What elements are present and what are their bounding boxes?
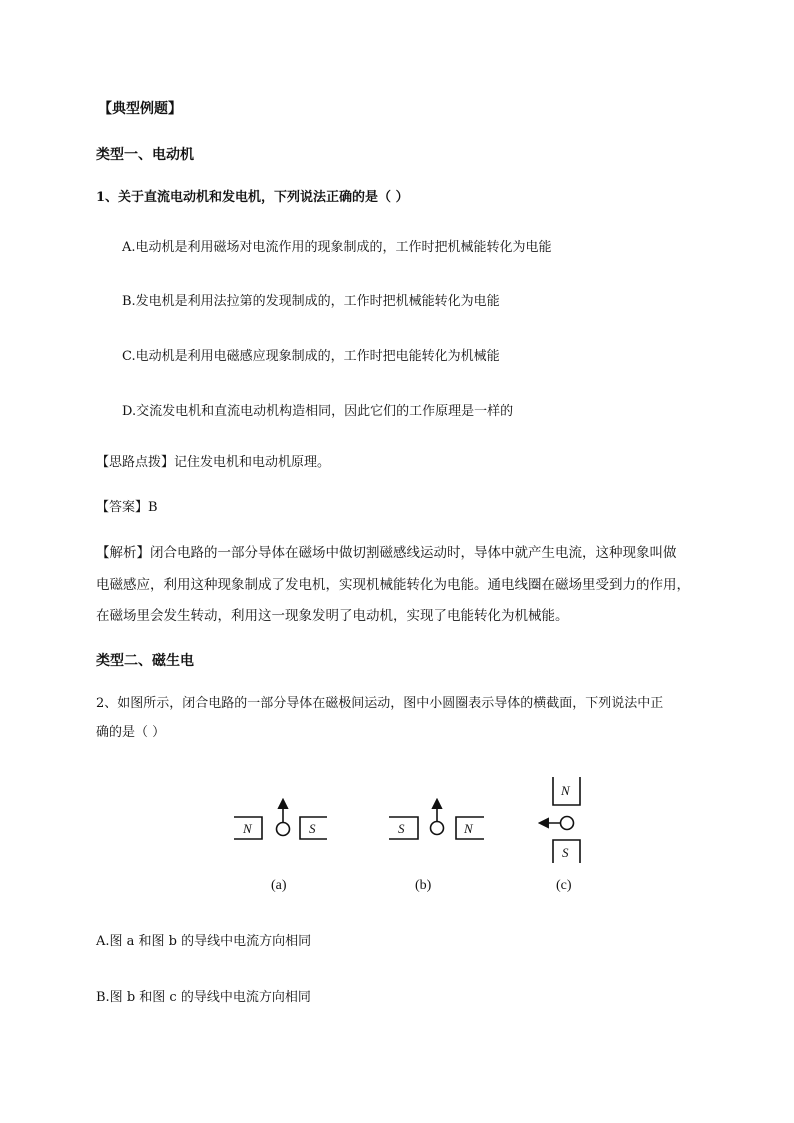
- pole-a-right: S: [309, 821, 316, 836]
- option-1a: A.电动机是利用磁场对电流作用的现象制成的，工作时把机械能转化为电能: [122, 240, 552, 255]
- conductor-c: [561, 817, 574, 830]
- option-2a: A.图 a 和图 b 的导线中电流方向相同: [96, 934, 312, 949]
- section-title: 【典型例题】: [98, 101, 182, 117]
- conductor-b: [431, 822, 444, 835]
- type1-heading: 类型一、电动机: [96, 147, 194, 163]
- option-1b: B.发电机是利用法拉第的发现制成的，工作时把机械能转化为电能: [122, 294, 500, 309]
- answer: 【答案】B: [96, 500, 158, 515]
- question-2-line-1: 2、如图所示，闭合电路的一部分导体在磁极间运动，图中小圆圈表示导体的横截面，下列说法中正: [96, 696, 664, 711]
- option-1c: C.电动机是利用电磁感应现象制成的，工作时把电能转化为机械能: [122, 349, 500, 364]
- caption-c: (c): [556, 878, 572, 893]
- type2-heading: 类型二、磁生电: [96, 653, 194, 669]
- pole-a-left: N: [243, 821, 252, 836]
- analysis-line-1: 【解析】闭合电路的一部分导体在磁场中做切割磁感线运动时，导体中就产生电流，这种现象叫做: [96, 545, 677, 561]
- question-2-line-2: 确的是（ ）: [96, 725, 166, 740]
- pole-b-left: S: [398, 821, 405, 836]
- option-1d: D.交流发电机和直流电动机构造相同，因此它们的工作原理是一样的: [122, 404, 514, 419]
- analysis-line-3: 在磁场里会发生转动，利用这一现象发明了电动机，实现了电能转化为机械能。: [96, 608, 569, 624]
- pole-c-top: N: [561, 783, 570, 798]
- caption-a: (a): [271, 878, 287, 893]
- caption-b: (b): [415, 878, 432, 893]
- question-1: 1、关于直流电动机和发电机，下列说法正确的是（ ）: [96, 190, 409, 205]
- conductor-a: [277, 823, 290, 836]
- pole-c-bottom: S: [562, 845, 569, 860]
- analysis-line-2: 电磁感应，利用这种现象制成了发电机，实现机械能转化为电能。通电线圈在磁场里受到力的作用，: [96, 577, 690, 593]
- magnet-figure: [0, 770, 794, 890]
- hint: 【思路点拨】记住发电机和电动机原理。: [96, 455, 331, 470]
- option-2b: B.图 b 和图 c 的导线中电流方向相同: [96, 990, 311, 1005]
- pole-b-right: N: [464, 821, 473, 836]
